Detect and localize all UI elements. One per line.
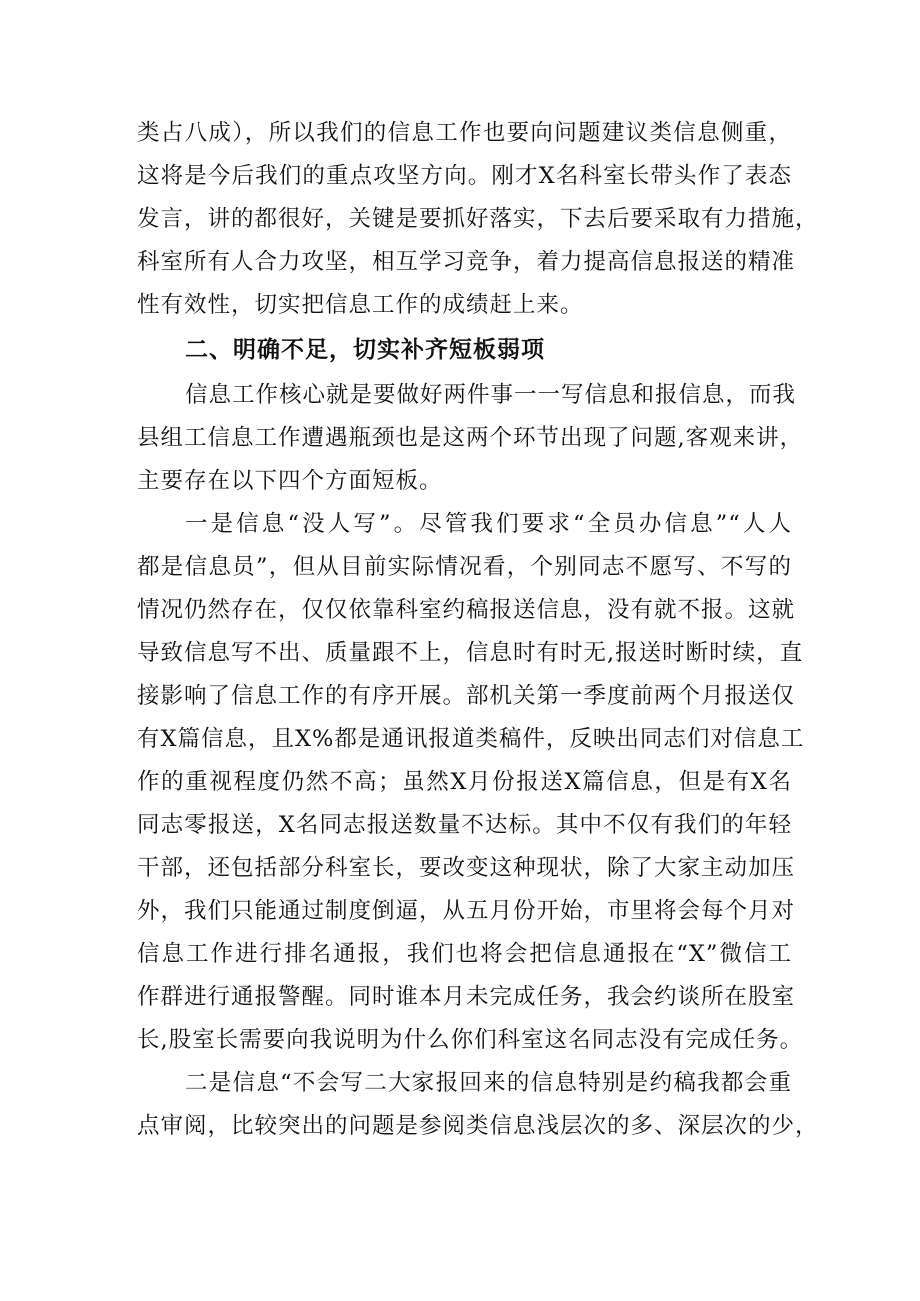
paragraph-line: 情况仍然存在，仅仅依靠科室约稿报送信息，没有就不报。这就 [137, 597, 796, 623]
paragraph-core [137, 374, 804, 503]
paragraph-line: 县组工信息工作遭遇瓶颈也是这两个环节出现了问题,客观来讲， [137, 425, 804, 451]
paragraph-line: 这将是今后我们的重点攻坚方向。刚才X名科室长带头作了表态 [137, 163, 792, 189]
paragraph-line: 点审阅，比较突出的问题是参阅类信息浅层次的多、深层次的少， [137, 1113, 819, 1139]
paragraph-line: 长,股室长需要向我说明为什么你们科室这名同志没有完成任务。 [137, 1027, 804, 1053]
paragraph-line: 接影响了信息工作的有序开展。部机关第一季度前两个月报送仅 [137, 683, 796, 709]
paragraph-line: 主要存在以下四个方面短板。 [137, 468, 443, 494]
paragraph-intro [137, 112, 819, 327]
paragraph-one [137, 503, 805, 1062]
paragraph-line: 信息工作核心就是要做好两件事一一写信息和报信息，而我 [185, 382, 797, 408]
paragraph-line: 二是信息“不会写二大家报回来的信息特别是约稿我都会重 [185, 1070, 792, 1096]
document-body [137, 112, 819, 1148]
paragraph-line: 都是信息员”，但从目前实际情况看，个别同志不愿写、不写的 [137, 554, 792, 580]
paragraph-line: 同志零报送，X名同志报送数量不达标。其中不仅有我们的年轻 [137, 812, 792, 838]
paragraph-line: 信息工作进行排名通报，我们也将会把信息通报在“X”微信工 [137, 941, 792, 967]
paragraph-two [137, 1062, 819, 1148]
paragraph-line: 类占八成），所以我们的信息工作也要向问题建议类信息侧重， [137, 120, 792, 146]
paragraph-line: 干部，还包括部分科室长，要改变这种现状，除了大家主动加压 [137, 855, 796, 881]
paragraph-line: 外，我们只能通过制度倒逼，从五月份开始，市里将会每个月对 [137, 898, 796, 924]
paragraph-line: 导致信息写不出、质量跟不上，信息时有时无,报送时断时续，直 [137, 640, 804, 666]
paragraph-line: 发言，讲的都很好，关键是要抓好落实，下去后要采取有力措施， [137, 206, 819, 232]
paragraph-line: 性有效性，切实把信息工作的成绩赶上来。 [137, 292, 584, 318]
paragraph-line: 科室所有人合力攻坚，相互学习竞争，着力提高信息报送的精准 [137, 249, 796, 275]
paragraph-line: 一是信息“没人写”。尽管我们要求“全员办信息”“人人 [185, 511, 792, 537]
paragraph-line: 作群进行通报警醒。同时谁本月未完成任务，我会约谈所在股室 [137, 984, 796, 1010]
paragraph-line: 作的重视程度仍然不高；虽然X月份报送X篇信息，但是有X名 [137, 769, 792, 795]
section-heading: 二、明确不足，切实补齐短板弱项 [185, 337, 545, 363]
paragraph-line: 有X篇信息，且X%都是通讯报道类稿件，反映出同志们对信息工 [137, 726, 805, 752]
